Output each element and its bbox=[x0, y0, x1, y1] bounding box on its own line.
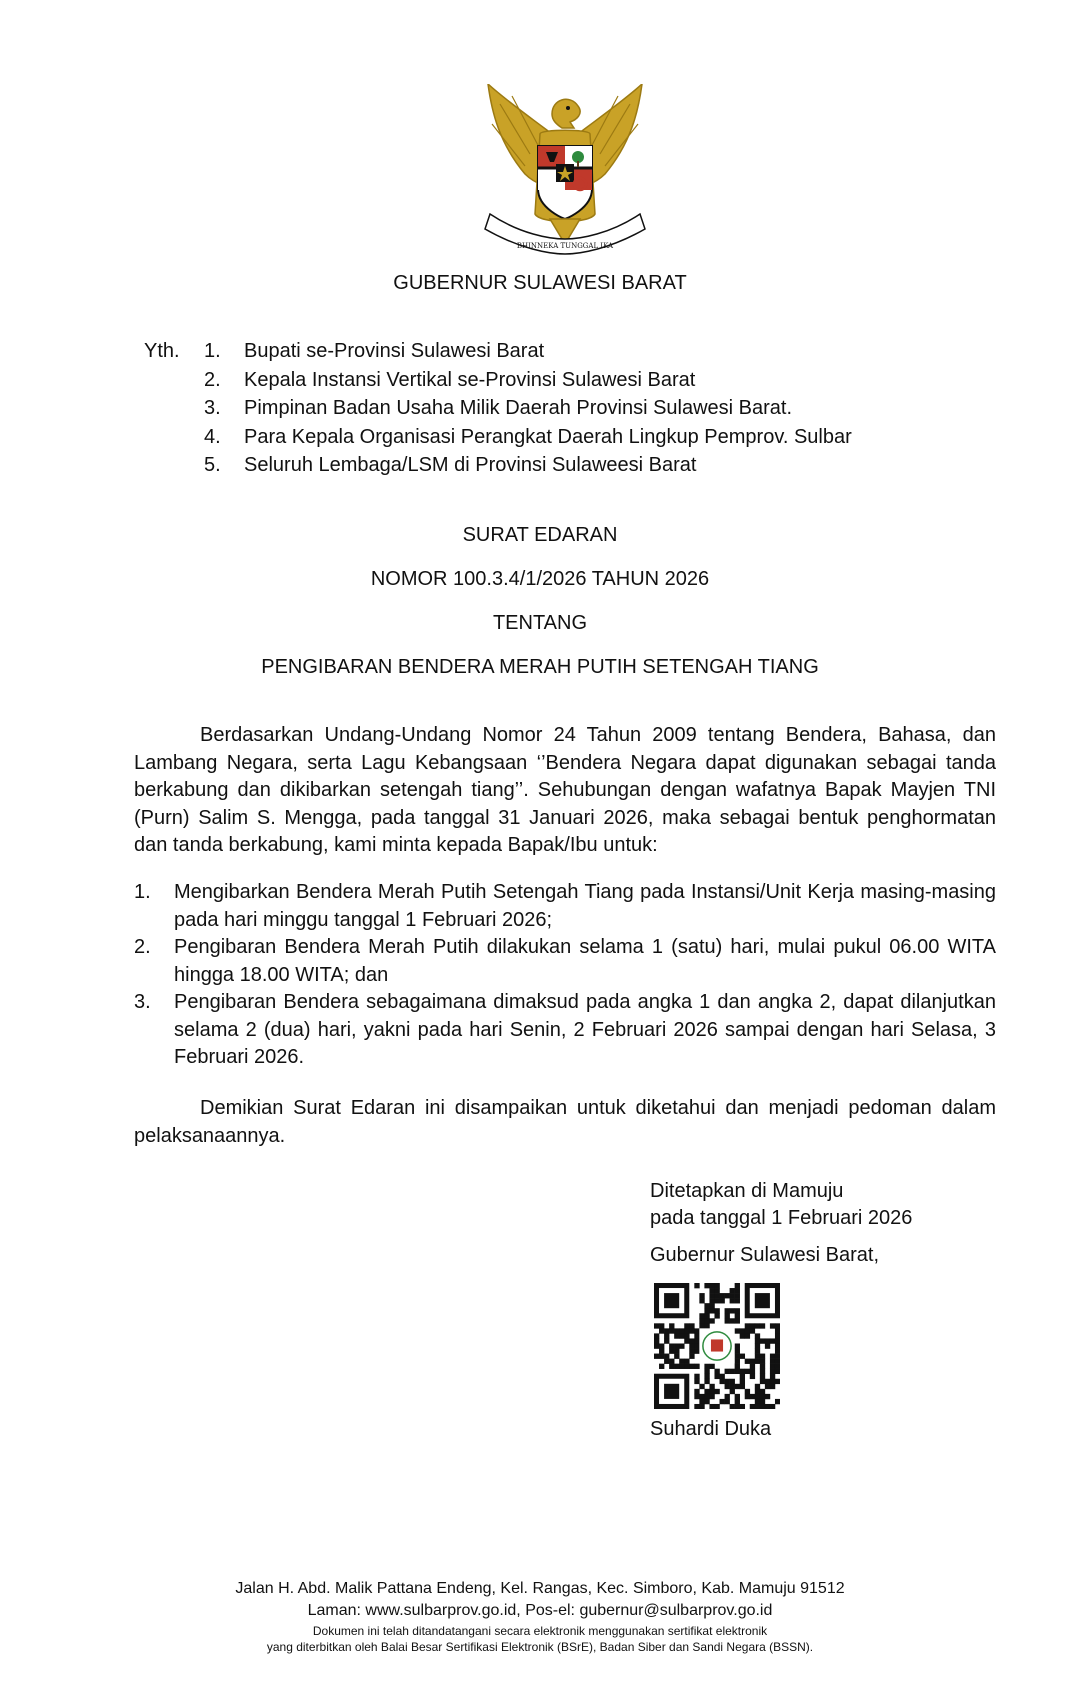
recipient-prefix: Yth. bbox=[144, 340, 180, 362]
instruction-item bbox=[134, 989, 996, 1072]
instruction-text: Pengibaran Bendera Merah Putih dilakukan selama 1 (satu) hari, mulai pukul 06.00 WITA hingga 18.00 WITA; dan bbox=[174, 936, 996, 986]
instruction-text: Pengibaran Bendera sebagaimana dimaksud pada angka 1 dan angka 2, dapat dilanjutkan selama 2 (dua) hari, yakni pada hari Senin, 2 Februari 2026 sampai dengan hari Selasa, 3 Februari 2026. bbox=[174, 991, 996, 1068]
instruction-list bbox=[134, 879, 996, 1072]
signature-position: Gubernur Sulawesi Barat, bbox=[650, 1244, 880, 1266]
recipient-text: Bupati se-Provinsi Sulawesi Barat bbox=[244, 340, 545, 362]
garuda-pancasila-emblem bbox=[480, 84, 650, 264]
footer-note-2: yang diterbitkan oleh Balai Besar Sertifikasi Elektronik (BSrE), Badan Siber dan Sandi Negara (BSSN). bbox=[266, 1640, 814, 1654]
document-about: TENTANG bbox=[492, 612, 588, 634]
document-subject: PENGIBARAN BENDERA MERAH PUTIH SETENGAH TIANG bbox=[261, 656, 819, 678]
recipient-number: 5. bbox=[204, 454, 221, 476]
footer-address: Jalan H. Abd. Malik Pattana Endeng, Kel. Rangas, Kec. Simboro, Kab. Mamuju 91512 bbox=[235, 1580, 845, 1597]
recipient-text: Pimpinan Badan Usaha Milik Daerah Provinsi Sulawesi Barat. bbox=[244, 397, 793, 419]
recipient-text: Para Kepala Organisasi Perangkat Daerah Lingkup Pemprov. Sulbar bbox=[244, 425, 852, 448]
emblem-motto: BHINNEKA TUNGGAL IKA bbox=[516, 242, 614, 250]
recipient-text: Kepala Instansi Vertikal se-Provinsi Sulawesi Barat bbox=[244, 368, 696, 391]
intro-paragraph: Berdasarkan Undang-Undang Nomor 24 Tahun 2009 tentang Bendera, Bahasa, dan Lambang Negara, serta Lagu Kebangsaan ‘’Bendera Negara dapat digunakan sebagai tanda berkabung dan dikibarkan setengah tiang’’. Sehubungan dengan wafatnya Bapak Mayjen TNI (Purn) Salim S. Mengga, pada tanggal 31 Januari 2026, maka sebagai bentuk penghormatan dan tanda berkabung, kami minta kepada Bapak/Ibu untuk: bbox=[134, 724, 996, 856]
instruction-item bbox=[134, 879, 996, 934]
footer-contact: Laman: www.sulbarprov.go.id, Pos-el: gubernur@sulbarprov.go.id bbox=[307, 1602, 773, 1619]
signature-place: Ditetapkan di Mamuju bbox=[650, 1180, 844, 1202]
footer-note-1: Dokumen ini telah ditandatangani secara elektronik menggunakan sertifikat elektronik bbox=[312, 1624, 768, 1638]
document-number: NOMOR 100.3.4/1/2026 TAHUN 2026 bbox=[370, 568, 710, 590]
signature-date: pada tanggal 1 Februari 2026 bbox=[650, 1207, 913, 1229]
qr-code-signature bbox=[654, 1283, 780, 1409]
recipient-number: 1. bbox=[204, 340, 221, 362]
recipient-number: 4. bbox=[204, 425, 221, 448]
instruction-text: Mengibarkan Bendera Merah Putih Setengah Tiang pada Instansi/Unit Kerja masing-masing pada hari minggu tanggal 1 Februari 2026; bbox=[174, 881, 996, 931]
instruction-number: 3. bbox=[134, 991, 151, 1013]
signatory-name: Suhardi Duka bbox=[650, 1418, 772, 1440]
instruction-item bbox=[134, 934, 996, 989]
instruction-number: 1. bbox=[134, 881, 151, 903]
recipient-number: 3. bbox=[204, 397, 221, 419]
issuer-title: GUBERNUR SULAWESI BARAT bbox=[393, 272, 687, 294]
document-type: SURAT EDARAN bbox=[462, 524, 618, 546]
recipient-number: 2. bbox=[204, 368, 221, 391]
closing-paragraph: Demikian Surat Edaran ini disampaikan untuk diketahui dan menjadi pedoman dalam pelaksanaannya. bbox=[134, 1097, 996, 1147]
instruction-number: 2. bbox=[134, 936, 151, 958]
recipient-text: Seluruh Lembaga/LSM di Provinsi Sulaweesi Barat bbox=[244, 454, 697, 476]
